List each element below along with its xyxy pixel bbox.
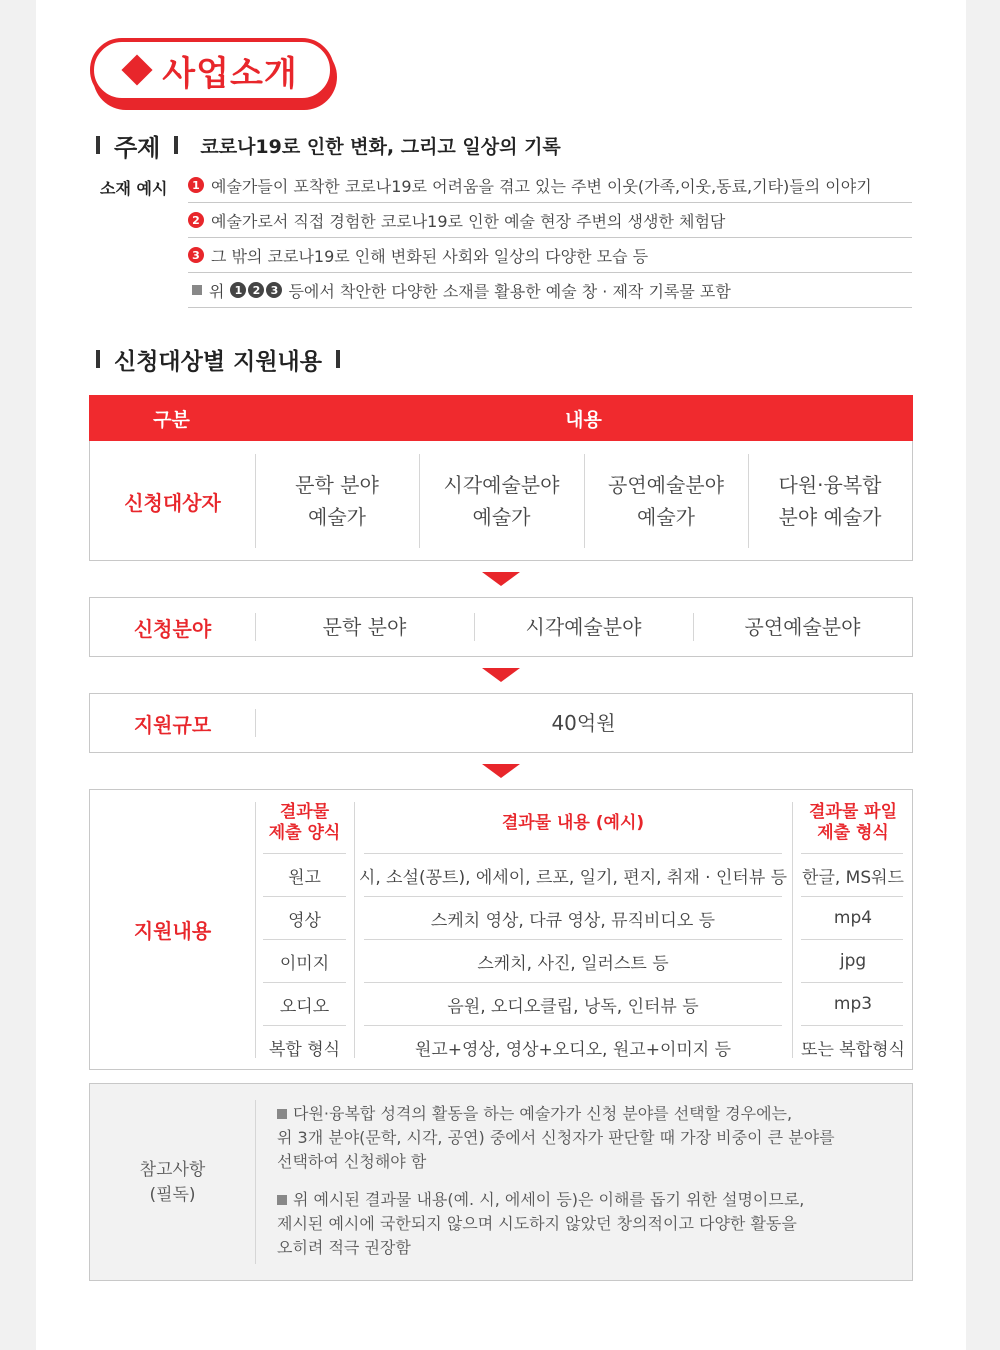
theme-value: 코로나19로 인한 변화, 그리고 일상의 기록 [200, 135, 561, 158]
header-line: 결과물 파일 [808, 802, 898, 822]
table-cell-file: 한글, MS워드 [802, 867, 904, 888]
note-text: 등에서 착안한 다양한 소재를 활용한 예술 창 · 제작 기록물 포함 [288, 281, 731, 301]
note-1 [277, 1102, 897, 1174]
table-cell-file: mp4 [833, 908, 873, 928]
cell-line: 예술가 [472, 505, 531, 529]
list-item-text: 그 밖의 코로나19로 인해 변화된 사회와 일상의 다양한 모습 등 [211, 246, 649, 266]
cell [584, 441, 748, 561]
materials-label: 소재 예시 [100, 179, 168, 198]
table-cell-format: 이미지 [279, 953, 330, 974]
section-title: 신청대상별 지원내용 [114, 348, 322, 375]
square-bullet-icon [192, 285, 202, 295]
note-line: 오히려 적극 권장함 [277, 1238, 411, 1257]
cell [419, 441, 584, 561]
note-line: 위 3개 분야(문학, 시각, 공연) 중에서 신청자가 판단할 때 가장 비중이 큰 분야를 [277, 1128, 835, 1147]
header-line: 결과물 [279, 802, 330, 822]
number-1-icon: 1 [230, 282, 246, 298]
materials-list [188, 168, 912, 308]
cell: 문학 분야 [322, 615, 407, 639]
table-cell-content: 시, 소설(꽁트), 에세이, 르포, 일기, 편지, 취재 · 인터뷰 등 [358, 867, 788, 888]
scale-table [89, 693, 913, 753]
table-header [89, 395, 913, 441]
list-item [188, 238, 912, 273]
support-table [89, 789, 913, 1070]
header-content: 결과물 내용 (예시) [501, 812, 645, 833]
cell-line: 예술가 [637, 505, 695, 529]
notes-box [89, 1083, 913, 1281]
cell: 공연예술분야 [744, 615, 861, 639]
note-line: 선택하여 신청해야 함 [277, 1152, 427, 1171]
diamond-icon [122, 54, 153, 85]
fields-table [89, 597, 913, 657]
row-label: 신청분야 [133, 616, 212, 641]
section-heading [96, 342, 340, 376]
page [36, 0, 966, 1350]
notes-label-line: 참고사항 [139, 1160, 206, 1180]
table-cell-format: 영상 [288, 910, 321, 931]
list-item [188, 203, 912, 238]
table-cell-content: 원고+영상, 영상+오디오, 원고+이미지 등 [414, 1039, 732, 1060]
cell-line: 예술가 [308, 505, 366, 529]
table-cell-file: mp3 [833, 994, 873, 1014]
header-category: 구분 [153, 408, 190, 431]
number-2-icon: 2 [248, 282, 264, 298]
list-item [188, 168, 912, 203]
note-line: 제시된 예시에 국한되지 않으며 시도하지 않았던 창의적이고 다양한 활동을 [277, 1214, 797, 1233]
section-badge [90, 38, 334, 102]
row-label: 신청대상자 [124, 490, 221, 515]
table-cell-file: 또는 복합형식 [801, 1039, 905, 1060]
divider [255, 1100, 256, 1264]
badge-title: 사업소개 [162, 53, 298, 94]
note-line: 다원·융복합 성격의 활동을 하는 예술가가 신청 분야를 선택할 경우에는, [293, 1104, 793, 1123]
cell-line: 시각예술분야 [443, 473, 560, 497]
list-item-text: 예술가들이 포착한 코로나19로 어려움을 겪고 있는 주변 이웃(가족,이웃,동료,기타)들의 이야기 [211, 176, 872, 196]
list-item-note [188, 273, 912, 308]
notes-label-line: (필독) [149, 1185, 196, 1205]
note-prefix: 위 [209, 281, 225, 301]
header-content: 내용 [565, 408, 602, 431]
cell: 40억원 [551, 711, 616, 735]
table-cell-content: 음원, 오디오클립, 낭독, 인터뷰 등 [447, 996, 699, 1017]
table-cell-format: 원고 [288, 867, 321, 888]
note-line: 위 예시된 결과물 내용(예. 시, 에세이 등)은 이해를 돕기 위한 설명이므로, [293, 1190, 805, 1209]
cell: 시각예술분야 [525, 615, 642, 639]
table-cell-format: 오디오 [279, 996, 330, 1017]
applicants-table [89, 395, 913, 561]
cell-line: 공연예술분야 [608, 473, 724, 497]
bar-icon [96, 350, 100, 368]
table-cell-content: 스케치, 사진, 일러스트 등 [477, 953, 669, 974]
row-label: 지원내용 [133, 919, 212, 943]
cell [748, 441, 912, 561]
bar-icon [336, 350, 340, 368]
arrow-down-icon [482, 572, 520, 586]
bar-icon [174, 136, 178, 154]
cell-line: 다원·융복합 [778, 473, 882, 497]
note-2 [277, 1188, 897, 1260]
number-3-icon: 3 [266, 282, 282, 298]
header-file [792, 800, 914, 846]
header-line: 제출 양식 [268, 823, 341, 843]
theme-row [96, 128, 561, 162]
header-format [255, 800, 354, 846]
cell-line: 문학 분야 [295, 473, 379, 497]
table-cell-format: 복합 형식 [268, 1039, 341, 1060]
number-1-icon: 1 [188, 177, 204, 193]
arrow-down-icon [482, 764, 520, 778]
bar-icon [96, 136, 100, 154]
theme-key: 주제 [114, 133, 161, 162]
cell-line: 분야 예술가 [778, 505, 882, 529]
table-cell-content: 스케치 영상, 다큐 영상, 뮤직비디오 등 [430, 910, 716, 931]
square-bullet-icon [277, 1109, 287, 1119]
list-item-text: 예술가로서 직접 경험한 코로나19로 인한 예술 현장 주변의 생생한 체험담 [211, 211, 726, 231]
number-3-icon: 3 [188, 247, 204, 263]
header-line: 제출 형식 [817, 823, 889, 843]
table-cell-file: jpg [839, 951, 867, 971]
arrow-down-icon [482, 668, 520, 682]
row-label: 지원규모 [133, 712, 212, 737]
square-bullet-icon [277, 1195, 287, 1205]
cell [255, 441, 419, 561]
number-2-icon: 2 [188, 212, 204, 228]
notes-label [90, 1084, 255, 1282]
